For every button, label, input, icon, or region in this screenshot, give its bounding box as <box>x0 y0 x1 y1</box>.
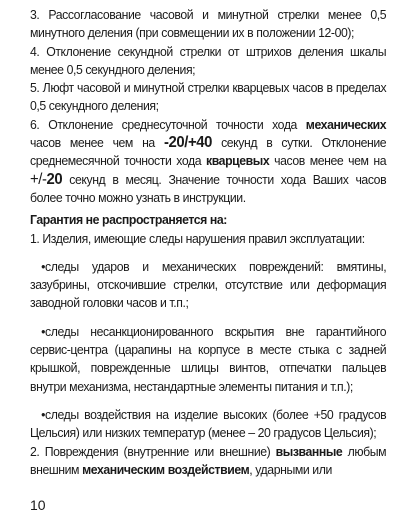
spacer <box>30 313 386 323</box>
bullet-damage: •следы ударов и механических повреждений: вмятины, зазубрины, отскочившие стрелки, отсутствие или деформация заводной головки часов и т.п.; <box>30 258 387 311</box>
item-6-mechanical: механических <box>305 116 387 132</box>
warranty-point-2 <box>30 443 386 480</box>
bullet-unauthorized-opening: •следы несанкционированного вскрытия вне гарантийного сервис-центра (царапины на корпусе в месте стыка с задней крышкой, поврежденные шлицы винтов, отпечатки пальцев внутри механизма, нестандартные элементы питания и т.п.); <box>30 323 387 394</box>
item-6-text-5: секунд в месяц. Значение точности хода Ваших часов более точно можно узнать в инструкции. <box>30 171 387 205</box>
item-3: 3. Рассогласование часовой и минутной стрелки менее 0,5 минутного деления (при совмещении их в положении 12-00); <box>30 7 387 41</box>
point-2-text-2: любым внешним <box>30 443 387 477</box>
page-number: 10 <box>30 497 46 513</box>
point-2-mechanical-impact: механическим воздействием <box>82 461 250 477</box>
item-6-text-2: часов менее чем на <box>30 135 164 151</box>
spacer <box>30 248 386 258</box>
warranty-point-1: 1. Изделия, имеющие следы нарушения правил эксплуатации: <box>30 230 365 246</box>
item-6-text-1: 6. Отклонение среднесуточной точности хода <box>30 116 306 132</box>
point-2-caused: вызванные <box>275 443 343 459</box>
item-6-text-3: секунд в сутки. Отклонение среднемесячной точности хода <box>30 135 387 169</box>
spacer <box>30 396 386 406</box>
warranty-heading: Гарантия не распространяется на: <box>30 212 227 228</box>
item-6-mechanical-tolerance: -20/+40 <box>163 134 212 152</box>
item-4: 4. Отклонение секундной стрелки от штрихов деления шкалы менее 0,5 секундного деления; <box>30 43 387 77</box>
page-body <box>30 6 386 479</box>
item-6-text-4: часов менее чем на <box>269 153 387 169</box>
item-6-quartz-sign: +/- <box>30 170 47 188</box>
item-5: 5. Люфт часовой и минутной стрелки кварцевых часов в пределах 0,5 секундного деления; <box>30 80 387 114</box>
bullet-temperature: •следы воздействия на изделие высоких (более +50 градусов Цельсия) или низких температур (менее – 20 градусов Цельсия); <box>30 406 387 441</box>
point-2-text-3: , ударными или <box>249 461 332 477</box>
point-2-text-1: 2. Повреждения (внутренние или внешние) <box>30 443 276 459</box>
item-6 <box>30 116 386 207</box>
item-6-quartz-tolerance: 20 <box>46 170 63 188</box>
item-6-quartz: кварцевых <box>205 153 270 169</box>
